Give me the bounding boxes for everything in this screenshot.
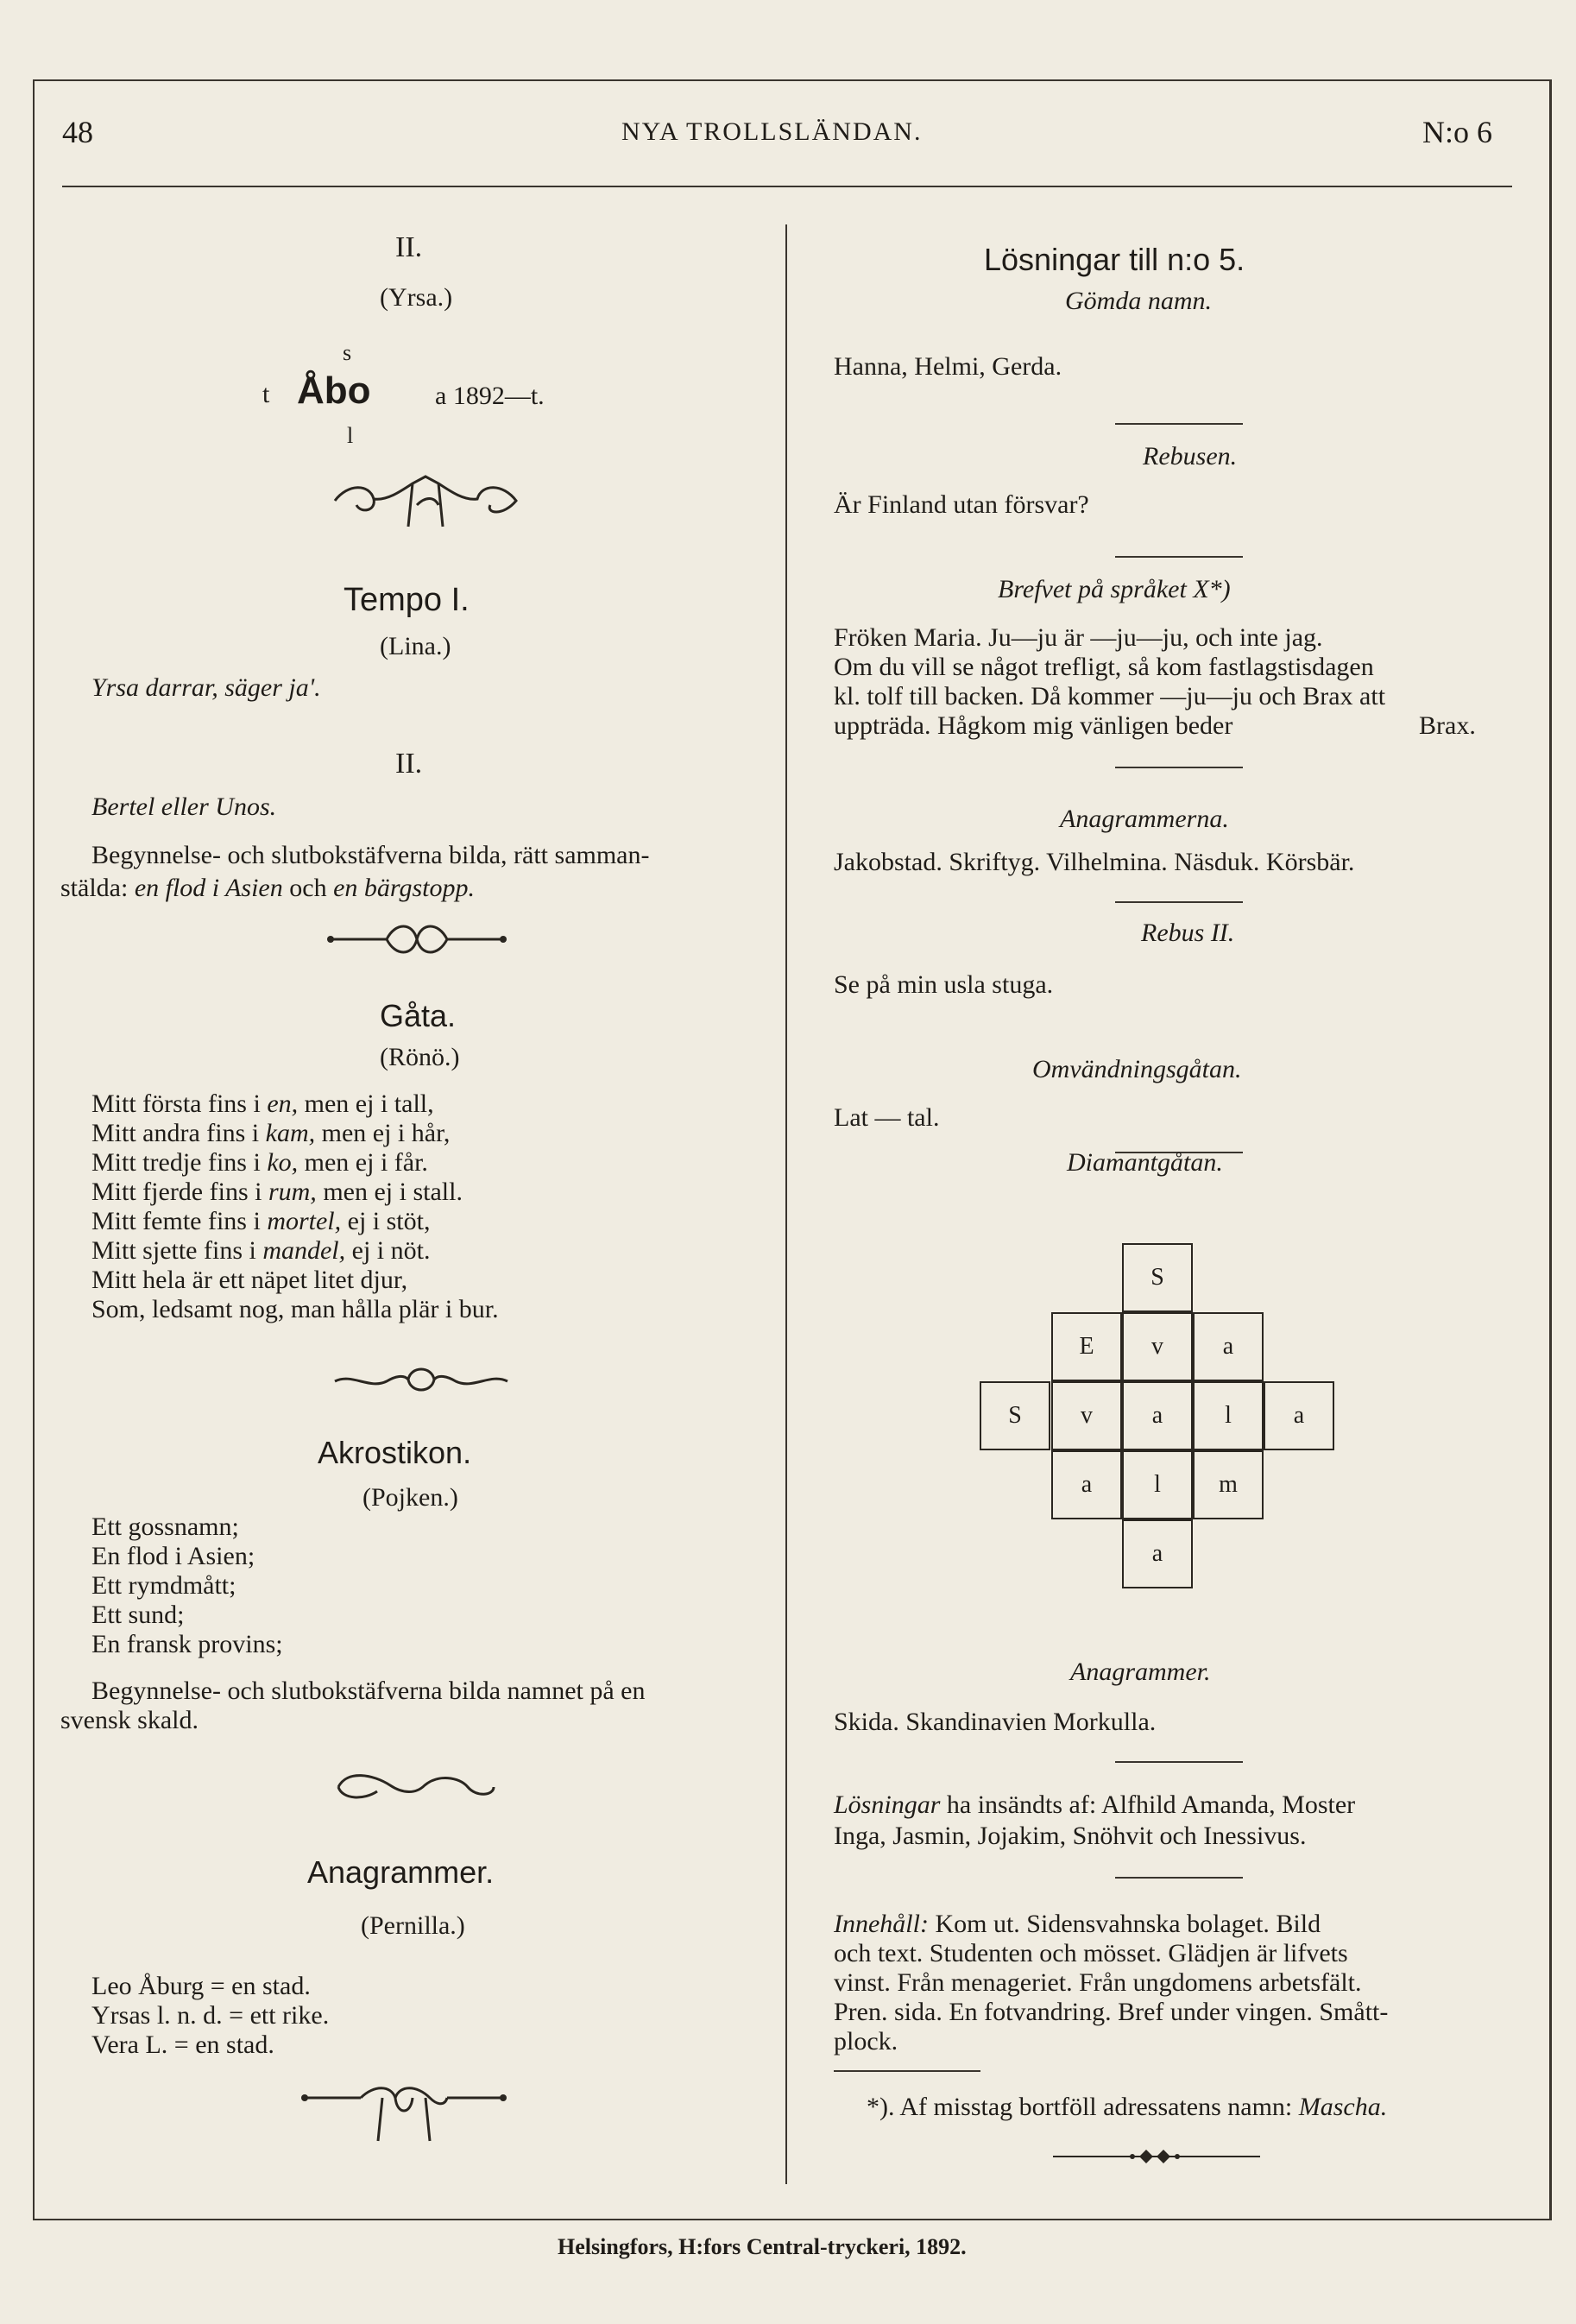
- contents-line: plock.: [834, 2027, 898, 2056]
- clue-line: En fransk provins;: [91, 1630, 283, 1658]
- grid-cell: a: [1122, 1519, 1193, 1588]
- answer: Hanna, Helmi, Gerda.: [834, 352, 1062, 381]
- clue-line: En flod i Asien;: [91, 1542, 255, 1570]
- answer: Lat — tal.: [834, 1103, 940, 1132]
- verse-line: Som, ledsamt nog, man hålla plär i bur.: [91, 1295, 499, 1323]
- author: (Lina.): [380, 632, 451, 660]
- solutions-title: Lösningar till n:o 5.: [984, 242, 1245, 277]
- author: (Yrsa.): [380, 283, 453, 312]
- verse-line: Mitt tredje fins i ko, men ej i får.: [91, 1148, 428, 1177]
- text-line: Fröken Maria. Ju—ju är —ju—ju, och inte jag.: [834, 623, 1323, 652]
- author: (Pernilla.): [361, 1911, 465, 1940]
- running-title: NYA TROLLSLÄNDAN.: [621, 117, 923, 146]
- grid-cell: l: [1122, 1450, 1193, 1519]
- ornament-vignette: [300, 2081, 507, 2150]
- section-heading: II.: [395, 231, 423, 263]
- grid-cell: a: [1193, 1312, 1264, 1381]
- grid-cell: a: [1051, 1450, 1122, 1519]
- footnote-rule: [834, 2070, 980, 2072]
- author: (Pojken.): [362, 1483, 458, 1512]
- clue-line: Ett rymdmått;: [91, 1571, 236, 1600]
- anagram-line: Leo Åburg = en stad.: [91, 1972, 311, 2000]
- short-rule: [1115, 423, 1243, 425]
- column-divider: [785, 224, 787, 2184]
- gata-verse: [91, 1089, 499, 1324]
- grid-cell: S: [1122, 1243, 1193, 1312]
- issue-number: N:o 6: [1422, 115, 1492, 149]
- rebus-word: Åbo: [297, 369, 371, 412]
- text-line: Begynnelse- och slutbokstäfverna bilda, rätt samman-: [91, 841, 650, 869]
- subheading: Anagrammerna.: [1060, 805, 1229, 833]
- subheading: Rebus II.: [1141, 919, 1235, 947]
- subheading: Brefvet på språket X*): [998, 575, 1231, 603]
- letter-text: [834, 623, 1385, 741]
- answer: Se på min usla stuga.: [834, 970, 1054, 999]
- contents-line: Innehåll: Kom ut. Sidensvahnska bolaget. Bild: [834, 1910, 1321, 1938]
- rebus-letter-left: t: [262, 380, 270, 408]
- gata-heading: Gåta.: [380, 998, 457, 1033]
- contents-line: och text. Studenten och mösset. Glädjen är lifvets: [834, 1939, 1348, 1967]
- subheading: Omvändningsgåtan.: [1032, 1055, 1242, 1083]
- grid-cell: S: [980, 1381, 1050, 1450]
- subheading: Anagrammer.: [1070, 1658, 1211, 1686]
- grid-cell: v: [1122, 1312, 1193, 1381]
- ornament-divider: [326, 913, 507, 965]
- short-rule: [1115, 1761, 1243, 1763]
- subheading: Bertel eller Unos.: [91, 793, 277, 821]
- answer: Jakobstad. Skriftyg. Vilhelmina. Näsduk. Körsbär.: [834, 848, 1355, 876]
- akrostikon-heading: Akrostikon.: [318, 1435, 472, 1470]
- grid-cell: l: [1193, 1381, 1264, 1450]
- footnote: *). Af misstag bortföll adressatens namn: Mascha.: [867, 2093, 1388, 2121]
- grid-cell: E: [1051, 1312, 1122, 1381]
- text-line: uppträda. Hågkom mig vänligen beder: [834, 711, 1233, 740]
- contents-line: vinst. Från menageriet. Från ungdomens arbetsfält.: [834, 1968, 1362, 1997]
- rebus-letter-top: s: [343, 340, 352, 365]
- answer: Är Finland utan försvar?: [834, 490, 1089, 519]
- grid-cell: v: [1051, 1381, 1122, 1450]
- anagrammer-heading: Anagrammer.: [307, 1854, 495, 1890]
- text-line: Om du vill se något trefligt, så kom fastlagstisdagen: [834, 653, 1374, 681]
- verse-line: Mitt hela är ett näpet litet djur,: [91, 1266, 408, 1294]
- text-line: kl. tolf till backen. Då kommer —ju—ju och Brax att: [834, 682, 1386, 710]
- verse-line: Mitt sjette fins i mandel, ej i nöt.: [91, 1236, 431, 1265]
- author: (Rönö.): [380, 1043, 460, 1071]
- akrostikon-list: [91, 1512, 283, 1659]
- ornament-divider: [1053, 2146, 1260, 2167]
- short-rule: [1115, 767, 1243, 768]
- ornament-divider: [326, 1357, 516, 1400]
- section-heading: II.: [395, 748, 423, 780]
- text-line: Begynnelse- och slutbokstäfverna bilda namnet på en: [91, 1677, 646, 1705]
- anagram-list: [91, 1972, 329, 2060]
- verse-line: Mitt fjerde fins i rum, men ej i stall.: [91, 1178, 463, 1206]
- short-rule: [1115, 556, 1243, 558]
- rebus-letter-bottom: l: [347, 423, 354, 448]
- solvers-line: Inga, Jasmin, Jojakim, Snöhvit och Inessivus.: [834, 1822, 1307, 1850]
- short-rule: [1115, 901, 1243, 903]
- grid-cell: m: [1193, 1450, 1264, 1519]
- anagram-line: Yrsas l. n. d. = ett rike.: [91, 2001, 330, 2030]
- short-rule: [1115, 1877, 1243, 1879]
- text-line: svensk skald.: [60, 1706, 199, 1734]
- verse-line: Mitt femte fins i mortel, ej i stöt,: [91, 1207, 431, 1235]
- subheading: Diamantgåtan.: [1067, 1148, 1223, 1177]
- signature: Brax.: [1419, 711, 1476, 740]
- ornament-divider: [330, 1761, 502, 1813]
- tempo-line: Yrsa darrar, säger ja'.: [91, 673, 321, 702]
- anagram-line: Vera L. = en stad.: [91, 2030, 274, 2059]
- contents-line: Pren. sida. En fotvandring. Bref under vingen. Smått-: [834, 1998, 1389, 2026]
- header-rule: [62, 186, 1512, 187]
- subheading: Rebusen.: [1143, 442, 1238, 470]
- clue-line: Ett sund;: [91, 1601, 185, 1629]
- answer: Skida. Skandinavien Morkulla.: [834, 1708, 1157, 1736]
- clue-line: Ett gossnamn;: [91, 1512, 239, 1541]
- solvers-line: Lösningar ha insändts af: Alfhild Amanda, Moster: [834, 1790, 1356, 1819]
- text-line: stälda: en flod i Asien och en bärgstopp.: [60, 874, 475, 902]
- rebus-letter-right: a 1892—t.: [435, 382, 545, 410]
- grid-cell: a: [1122, 1381, 1193, 1450]
- page-number: 48: [62, 115, 93, 149]
- ornament-vignette: [326, 466, 525, 535]
- verse-line: Mitt andra fins i kam, men ej i hår,: [91, 1119, 451, 1147]
- bottom-rule: [33, 2219, 1552, 2220]
- subheading: Gömda namn.: [1065, 287, 1212, 315]
- tempo-heading: Tempo I.: [344, 582, 470, 618]
- diamond-grid: [980, 1243, 1335, 1592]
- printer-imprint: Helsingfors, H:fors Central-tryckeri, 1892.: [558, 2234, 967, 2259]
- verse-line: Mitt första fins i en, men ej i tall,: [91, 1089, 434, 1118]
- grid-cell: a: [1264, 1381, 1334, 1450]
